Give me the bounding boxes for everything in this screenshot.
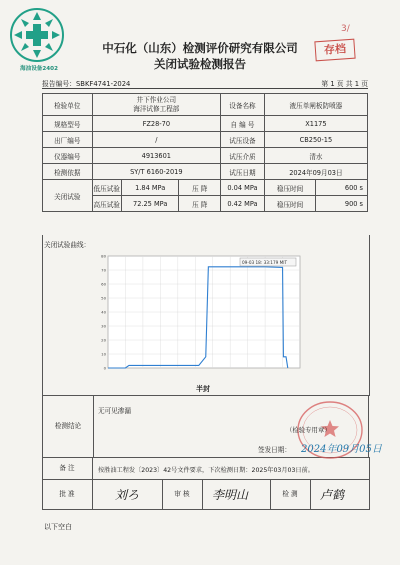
sig-divider [202, 479, 203, 509]
value-high-pressure: 72.25 MPa [121, 196, 179, 212]
label-factory-number: 出厂编号 [43, 132, 93, 148]
table-row [43, 164, 368, 180]
label-low-drop: 压 降 [179, 180, 221, 196]
table-row [43, 116, 368, 132]
value-test-medium: 清水 [264, 148, 367, 164]
value-inspect-unit [92, 94, 221, 116]
report-title: 关闭试验检测报告 [154, 57, 246, 71]
table-row [43, 94, 368, 116]
value-test-equipment: CB250-15 [264, 132, 367, 148]
review-label: 审 核 [174, 490, 190, 498]
remarks-text: 按胜油工程发〔2023〕42号文件要求，下次检测日期：2025年03月03日前。 [98, 467, 314, 474]
y-tick-label: 0 [103, 365, 106, 371]
test-signature: 卢鹤 [320, 488, 345, 502]
sig-divider [92, 479, 93, 509]
seal-caption: （检验专用章） [286, 426, 331, 434]
label-high-pressure: 高压试验 [92, 196, 121, 212]
inspect-unit-line1: 井下作业公司 [136, 95, 177, 104]
value-equipment-name: 液压单闸板防喷器 [264, 94, 367, 116]
table-row [43, 180, 368, 196]
sign-date-label: 签发日期： [258, 446, 291, 454]
label-standard: 检测依据 [43, 164, 93, 180]
remarks-label: 备 注 [42, 457, 93, 479]
y-axis-ticks [101, 253, 106, 370]
value-high-drop: 0.42 MPa [221, 196, 265, 212]
y-tick-label: 80 [101, 253, 106, 259]
y-tick-label: 60 [101, 281, 106, 287]
label-closing-test: 关闭试验 [43, 180, 93, 212]
value-factory-number: / [92, 132, 221, 148]
value-self-number: X1175 [264, 116, 367, 132]
y-tick-label: 70 [101, 267, 106, 273]
value-standard: SY/T 6160-2019 [92, 164, 221, 180]
chart-legend-text: 09-03 18: 33:179 MIT [242, 260, 288, 265]
label-equipment-name: 设备名称 [221, 94, 265, 116]
approve-label: 批 准 [59, 490, 75, 498]
table-row [43, 196, 368, 212]
y-tick-label: 20 [101, 337, 106, 343]
label-test-date: 试压日期 [221, 164, 265, 180]
label-test-equipment: 试压设备 [221, 132, 265, 148]
table-row [43, 148, 368, 164]
handwritten-mark: 3/ [341, 24, 350, 34]
label-high-drop: 压 降 [179, 196, 221, 212]
conclusion-label: 检测结论 [42, 395, 94, 458]
chart-x-title: 半封 [196, 385, 210, 393]
label-high-hold: 稳压时间 [264, 196, 316, 212]
conclusion-text: 无可见渗漏 [98, 407, 131, 415]
label-instrument-number: 仪器编号 [43, 148, 93, 164]
y-tick-label: 30 [101, 323, 106, 329]
label-low-hold: 稳压时间 [264, 180, 316, 196]
logo-caption: 海油设备2402 [20, 66, 58, 72]
header-divider [42, 88, 368, 89]
label-self-number: 自 编 号 [221, 116, 265, 132]
inspect-unit-line2: 海洋试修工程部 [133, 104, 180, 113]
report-number: 报告编号：SBKF4741-2024 [42, 80, 131, 88]
table-row [43, 132, 368, 148]
footer-blank-note: 以下空白 [44, 523, 72, 531]
label-inspect-unit: 检验单位 [43, 94, 93, 116]
test-label: 检 测 [282, 490, 298, 498]
label-test-medium: 试压介质 [221, 148, 265, 164]
value-instrument-number: 4913601 [92, 148, 221, 164]
y-tick-label: 10 [101, 351, 106, 357]
value-high-hold: 900 s [316, 196, 368, 212]
archive-stamp: 存档 [314, 39, 355, 62]
sign-date-value: 2024年09月05日 [301, 444, 382, 455]
company-title: 中石化（山东）检测评价研究有限公司 [102, 41, 298, 55]
page-info: 第 1 页 共 1 页 [321, 80, 368, 88]
y-tick-label: 50 [101, 295, 106, 301]
value-low-drop: 0.04 MPa [221, 180, 265, 196]
label-model: 规格型号 [43, 116, 93, 132]
sig-divider [310, 479, 311, 509]
approve-signature: 刘ろ [115, 488, 140, 502]
label-low-pressure: 低压试验 [92, 180, 121, 196]
y-tick-label: 40 [101, 309, 106, 315]
value-low-hold: 600 s [316, 180, 368, 196]
chart-section-label: 关闭试验曲线： [44, 241, 91, 249]
value-low-pressure: 1.84 MPa [121, 180, 179, 196]
review-signature: 李明山 [212, 488, 249, 502]
info-table [42, 93, 368, 212]
value-model: FZ28-70 [92, 116, 221, 132]
value-test-date: 2024年09月03日 [264, 164, 367, 180]
pressure-curve-chart [90, 248, 306, 380]
